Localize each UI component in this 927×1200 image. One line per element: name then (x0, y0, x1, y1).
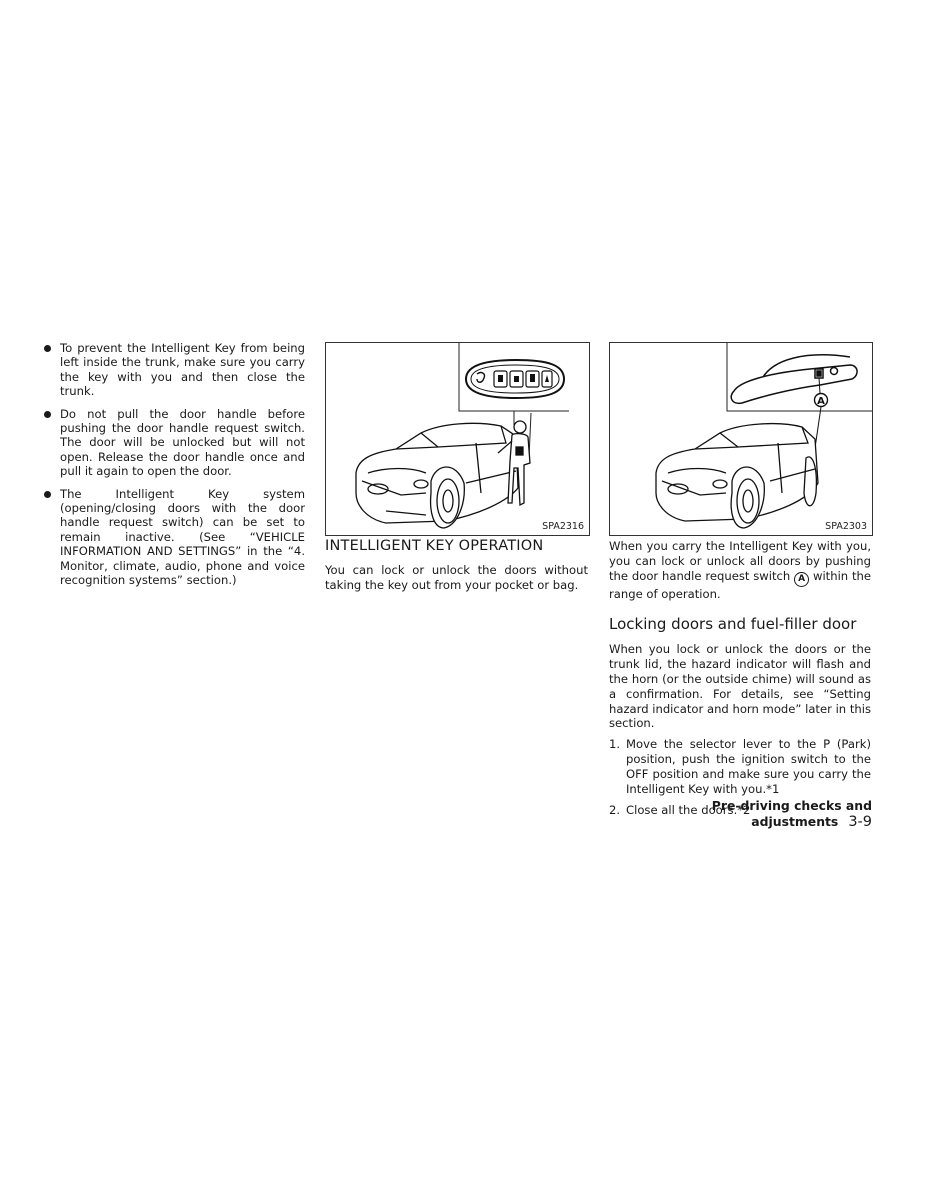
bullet-item: The Intelligent Key system (opening/closing doors with the door handle request switch) can be set to remain inactive. (See “VEHICLE INFORMATION AND SETTINGS” in the “4. Monitor, climate, audio, phone and voice recognition systems” section.) (42, 487, 305, 588)
section-body: You can lock or unlock the doors without taking the key out from your pocket or bag. (325, 563, 588, 592)
page-number: 3-9 (848, 814, 872, 830)
left-column (42, 341, 305, 596)
section-body: When you lock or unlock the doors or the trunk lid, the hazard indicator will flash and the horn (or the outside chime) will sound as a confirmation. For details, see “Setting hazard indicator and horn mode” later in this section. (609, 642, 871, 731)
figure-door-handle (609, 342, 873, 536)
callout-label: A (817, 396, 825, 407)
figure-code: SPA2303 (825, 521, 867, 532)
section-heading: Locking doors and fuel-filler door (609, 615, 857, 634)
car-illustration (656, 424, 818, 528)
bullet-icon (44, 345, 51, 352)
bullet-item: To prevent the Intelligent Key from being left inside the trunk, make sure you carry the key with you and then close the trunk. (42, 341, 305, 399)
footer-section-title: Pre-driving checks and adjustments (711, 798, 872, 829)
step-item: 2. Close all the doors.*2 (609, 803, 751, 818)
bullet-item: Do not pull the door handle before pushing the door handle request switch. The door will be unlocked but will not open. Release the door handle once and pull it again to open the door. (42, 407, 305, 479)
bullet-icon (44, 491, 51, 498)
page-footer (600, 798, 872, 830)
step-item: 1. Move the selector lever to the P (Park) position, push the ignition switch to the OFF position and make sure you carry the Intelligent Key with you.*1 (609, 737, 871, 797)
door-handle-icon (731, 355, 857, 403)
figure-intelligent-key (325, 342, 590, 536)
section-intelligent-key-operation (325, 538, 588, 593)
section-heading: INTELLIGENT KEY OPERATION (325, 538, 544, 554)
bullet-list (42, 341, 305, 588)
car-and-key-illustration (326, 343, 589, 535)
intro-paragraph: When you carry the Intelligent Key with you, you can lock or unlock all doors by pushing the door handle request switch A within the range of operation. (609, 539, 871, 601)
car-and-handle-illustration (610, 343, 872, 535)
bullet-icon (44, 411, 51, 418)
figure-code: SPA2316 (542, 521, 584, 532)
section-locking-doors (609, 539, 871, 824)
car-illustration (356, 423, 518, 528)
callout-a-icon: A (794, 572, 809, 587)
key-fob-icon (466, 360, 564, 398)
